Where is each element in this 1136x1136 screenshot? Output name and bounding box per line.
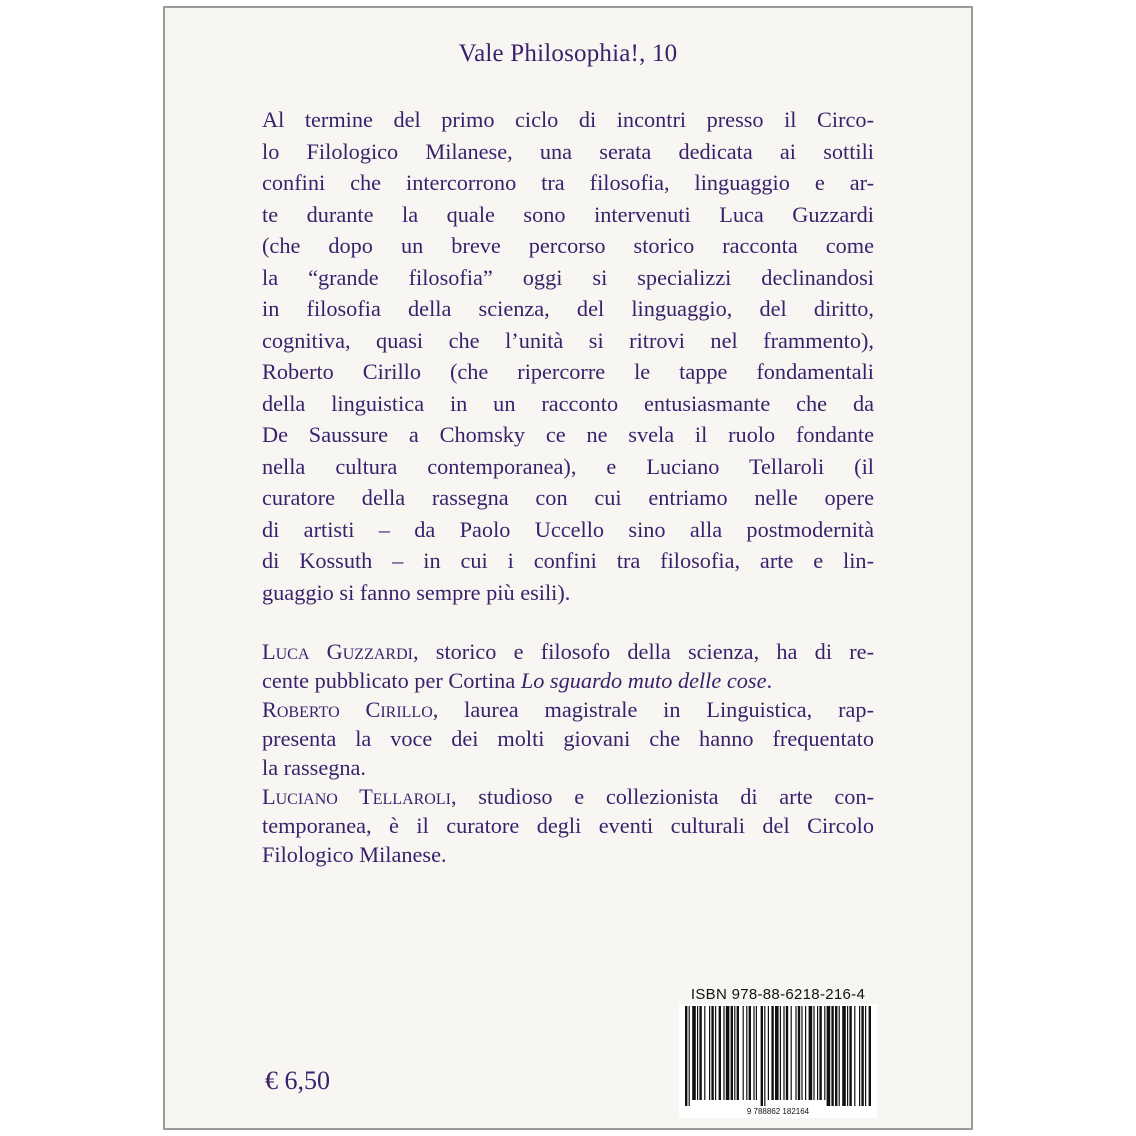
barcode-bar <box>831 1006 833 1106</box>
barcode-digits: 9 788862 182164 <box>746 1107 810 1116</box>
barcode-bar <box>749 1006 751 1100</box>
bio-text: , storico e filosofo della scienza, ha di re- <box>412 639 874 664</box>
barcode-bar <box>839 1006 840 1106</box>
author-name-tellaroli: Luciano Tellaroli <box>262 784 451 809</box>
book-title: Lo sguardo muto delle cose <box>520 668 767 693</box>
barcode-bar <box>842 1006 846 1106</box>
blurb-paragraph <box>262 104 874 608</box>
barcode-bar <box>704 1006 705 1100</box>
blurb-line: Al termine del primo ciclo di incontri presso il Circo- <box>262 107 874 132</box>
barcode-bar <box>817 1006 818 1100</box>
bio-text: , studioso e collezionista di arte con- <box>450 784 875 809</box>
barcode-bar <box>697 1006 698 1100</box>
barcode-bar <box>685 1006 687 1106</box>
barcode-bar <box>824 1006 825 1100</box>
bio-guzzardi-line <box>262 637 874 666</box>
series-title: Vale Philosophia!, 10 <box>458 40 678 67</box>
barcode-bar <box>775 1006 779 1100</box>
price: € 6,50 <box>265 1066 330 1095</box>
barcode-bar <box>734 1006 735 1100</box>
blurb-line: (che dopo un breve percorso storico racconta come <box>262 233 874 258</box>
blurb-line: confini che intercorrono tra filosofia, linguaggio e ar- <box>262 170 874 195</box>
barcode-bar <box>743 1006 744 1100</box>
barcode-bar <box>731 1006 733 1100</box>
blurb-line: la “grande filosofia” oggi si specializzi declinandosi <box>262 264 874 290</box>
barcode-bar <box>795 1006 796 1100</box>
barcode-bar <box>699 1006 701 1100</box>
barcode-bar <box>791 1006 792 1100</box>
author-name-cirillo: Roberto Cirillo <box>262 697 433 722</box>
blurb-line: cognitiva, quasi che l’unità si ritrovi nel frammento), <box>262 327 874 353</box>
barcode-bar <box>798 1006 800 1100</box>
bio-text: . <box>766 668 773 693</box>
barcode-bar <box>689 1006 690 1106</box>
barcode-bars <box>685 1006 871 1106</box>
barcode-bar <box>847 1006 848 1106</box>
bio-cirillo-line: la rassegna. <box>262 755 367 780</box>
isbn-label: ISBN 978-88-6218-216-4 <box>690 986 866 1003</box>
barcode-bar <box>786 1006 788 1100</box>
barcode-bar <box>726 1006 730 1100</box>
bio-tellaroli-line: Filologico Milanese. <box>262 842 447 867</box>
barcode-bar <box>859 1006 860 1106</box>
barcode-bar <box>805 1006 806 1100</box>
barcode-bar <box>746 1006 747 1100</box>
bio-cirillo-line: presenta la voce dei molti giovani che hanno frequentato <box>262 726 874 751</box>
barcode-bar <box>819 1006 821 1100</box>
barcode-bar <box>737 1006 739 1100</box>
blurb-line: della linguistica in un racconto entusiasmante che da <box>262 390 874 416</box>
barcode-bar <box>813 1006 814 1100</box>
barcode-bar <box>692 1006 696 1100</box>
barcode-bar <box>761 1006 763 1106</box>
book-back-cover <box>163 6 973 1130</box>
blurb-line: guaggio si fanno sempre più esili). <box>262 579 571 605</box>
blurb-line: di artisti – da Paolo Uccello sino alla postmodernità <box>262 516 874 542</box>
author-name-guzzardi: Luca Guzzardi <box>262 639 413 664</box>
bio-tellaroli-line <box>262 782 874 811</box>
barcode-bar <box>756 1006 757 1100</box>
barcode-bar <box>719 1006 721 1100</box>
blurb-line: Roberto Cirillo (che ripercorre le tappe fondamentali <box>262 359 874 384</box>
barcode-bar <box>849 1006 851 1106</box>
blurb-line: in filosofia della scienza, del linguaggio, del diritto, <box>262 296 874 321</box>
barcode-bar <box>768 1006 769 1100</box>
barcode <box>679 1004 877 1118</box>
barcode-bar <box>801 1006 802 1100</box>
barcode-bar <box>771 1006 773 1100</box>
barcode-bar <box>827 1006 831 1106</box>
barcode-bar <box>709 1006 710 1100</box>
author-bios <box>262 637 874 869</box>
barcode-bar <box>854 1006 855 1106</box>
barcode-bar <box>865 1006 866 1106</box>
bio-text: , laurea magistrale in Linguistica, rap- <box>432 697 874 722</box>
bio-text: cente pubblicato per Cortina <box>262 668 521 693</box>
blurb-line: De Saussure a Chomsky ce ne svela il ruolo fondante <box>262 422 874 447</box>
blurb-line: di Kossuth – in cui i confini tra filosofia, arte e lin- <box>262 548 874 573</box>
bio-cirillo-line <box>262 695 874 724</box>
barcode-bar <box>753 1006 754 1100</box>
blurb-line: lo Filologico Milanese, una serata dedicata ai sottili <box>262 138 874 164</box>
barcode-bar <box>780 1006 781 1100</box>
barcode-bar <box>723 1006 724 1100</box>
blurb-line: curatore della rassegna con cui entriamo nelle opere <box>262 485 874 510</box>
barcode-bar <box>835 1006 837 1106</box>
barcode-bar <box>809 1006 813 1100</box>
blurb-line: te durante la quale sono intervenuti Luca Guzzardi <box>262 201 874 227</box>
barcode-bar <box>783 1006 784 1100</box>
bio-tellaroli-line: temporanea, è il curatore degli eventi culturali del Circolo <box>262 813 874 838</box>
barcode-bar <box>861 1006 863 1106</box>
barcode-bar <box>711 1006 713 1100</box>
barcode-bar <box>715 1006 716 1100</box>
barcode-bar <box>764 1006 765 1106</box>
blurb-line: nella cultura contemporanea), e Luciano Tellaroli (il <box>262 453 874 479</box>
barcode-bar <box>869 1006 871 1106</box>
bio-guzzardi-line <box>262 666 874 695</box>
